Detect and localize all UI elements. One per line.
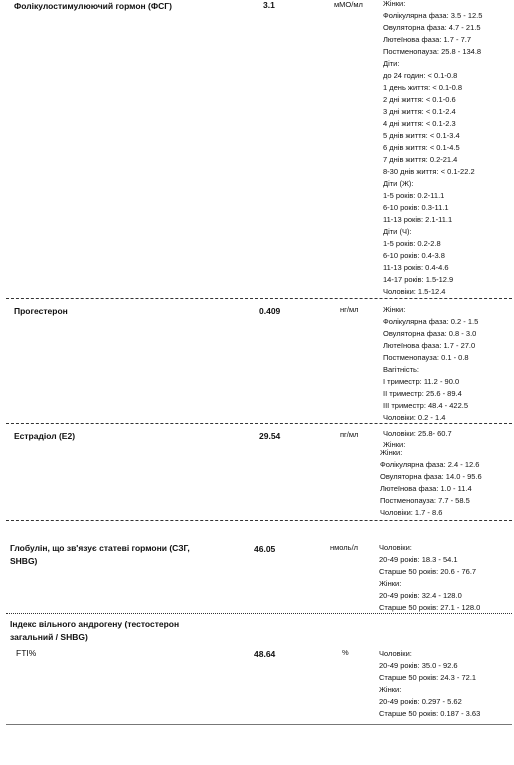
reference-line: Чоловіки: xyxy=(379,543,412,552)
reference-line: Чоловіки: 1.5-12.4 xyxy=(383,287,446,296)
reference-line: 5 днів життя: < 0.1-3.4 xyxy=(383,131,460,140)
row-separator xyxy=(6,423,512,424)
test-unit-progesterone: нг/мл xyxy=(340,305,359,314)
reference-line: Старше 50 років: 0.187 - 3.63 xyxy=(379,709,481,718)
reference-line: І триместр: 11.2 - 90.0 xyxy=(383,377,460,386)
reference-line: 11-13 років: 2.1-11.1 xyxy=(383,215,453,224)
reference-line: Старше 50 років: 24.3 - 72.1 xyxy=(379,673,477,682)
reference-line: 6 днів життя: < 0.1-4.5 xyxy=(383,143,460,152)
reference-line: Діти (Ж): xyxy=(383,179,414,188)
reference-line: Овуляторна фаза: 0.8 - 3.0 xyxy=(383,329,477,338)
reference-line: Жінки: xyxy=(380,448,403,457)
reference-line: Чоловіки: 0.2 - 1.4 xyxy=(383,413,446,422)
test-name-progesterone: Прогестерон xyxy=(14,306,68,316)
reference-line: Жінки: xyxy=(383,0,406,8)
reference-line: Жінки: xyxy=(383,440,406,449)
row-separator xyxy=(6,298,512,299)
reference-ranges-shbg xyxy=(379,542,480,614)
reference-line: 11-13 років: 0.4-4.6 xyxy=(383,263,449,272)
reference-line: Овуляторна фаза: 14.0 - 95.6 xyxy=(380,472,482,481)
reference-line: до 24 годин: < 0.1-0.8 xyxy=(383,71,458,80)
reference-line: 1-5 років: 0.2-11.1 xyxy=(383,191,445,200)
test-subname-fti: FTI% xyxy=(16,648,37,658)
reference-line: Постменопауза: 25.8 - 134.8 xyxy=(383,47,482,56)
reference-line: ІІІ триместр: 48.4 - 422.5 xyxy=(383,401,469,410)
reference-line: Жінки: xyxy=(383,305,406,314)
test-unit-fti: % xyxy=(342,648,349,657)
test-unit-fsh: мМО/мл xyxy=(334,0,363,9)
reference-line: 1-5 років: 0.2-2.8 xyxy=(383,239,441,248)
reference-line: 4 дні життя: < 0.1-2.3 xyxy=(383,119,456,128)
test-name-free-androgen-index: Індекс вільного андрогену (тестостерон загальний / SHBG) xyxy=(10,619,180,642)
reference-ranges-fsh xyxy=(383,0,482,298)
reference-line: Постменопауза: 7.7 - 58.5 xyxy=(380,496,470,505)
reference-line: Старше 50 років: 27.1 - 128.0 xyxy=(379,603,481,612)
reference-line: Фолікулярна фаза: 3.5 - 12.5 xyxy=(383,11,483,20)
reference-line: Діти: xyxy=(383,59,400,68)
reference-line: Лютеїнова фаза: 1.7 - 27.0 xyxy=(383,341,476,350)
reference-line: 6-10 років: 0.3-11.1 xyxy=(383,203,449,212)
reference-line: Чоловіки: 1.7 - 8.6 xyxy=(380,508,443,517)
test-name-shbg: Глобулін, що зв'язує статеві гормони (СЗГ, SHBG) xyxy=(10,543,190,566)
reference-line: Старше 50 років: 20.6 - 76.7 xyxy=(379,567,477,576)
reference-line: Діти (Ч): xyxy=(383,227,412,236)
reference-line: Вагітність: xyxy=(383,365,419,374)
test-value-progesterone: 0.409 xyxy=(259,306,281,316)
reference-line: Чоловіки: xyxy=(379,649,412,658)
test-name-fsh: Фолікулостимулюючий гормон (ФСГ) xyxy=(14,1,172,11)
reference-line: Жінки: xyxy=(379,685,402,694)
reference-line: ІІ триместр: 25.6 - 89.4 xyxy=(383,389,462,398)
reference-line: 1 день життя: < 0.1-0.8 xyxy=(383,83,463,92)
reference-line: 20-49 років: 32.4 - 128.0 xyxy=(379,591,462,600)
test-name-estradiol: Естрадіол (E2) xyxy=(14,431,76,441)
reference-line: 14-17 років: 1.5-12.9 xyxy=(383,275,454,284)
reference-ranges-fti xyxy=(379,648,480,720)
row-separator xyxy=(6,520,512,521)
test-value-shbg: 46.05 xyxy=(254,544,276,554)
reference-line: Жінки: xyxy=(379,579,402,588)
test-unit-estradiol: пг/мл xyxy=(340,430,359,439)
reference-line: 20-49 років: 0.297 - 5.62 xyxy=(379,697,462,706)
reference-line: Лютеїнова фаза: 1.0 - 11.4 xyxy=(380,484,472,493)
reference-line: 20-49 років: 18.3 - 54.1 xyxy=(379,555,458,564)
test-value-fsh: 3.1 xyxy=(263,0,275,10)
row-separator xyxy=(6,613,512,614)
reference-line: Фолікулярна фаза: 0.2 - 1.5 xyxy=(383,317,479,326)
reference-line: 2 дні життя: < 0.1-0.6 xyxy=(383,95,456,104)
table-end-line xyxy=(6,724,512,725)
reference-line: Фолікулярна фаза: 2.4 - 12.6 xyxy=(380,460,480,469)
test-value-estradiol: 29.54 xyxy=(259,431,281,441)
reference-line: Овуляторна фаза: 4.7 - 21.5 xyxy=(383,23,481,32)
reference-line: Лютеїнова фаза: 1.7 - 7.7 xyxy=(383,35,472,44)
test-unit-shbg: нмоль/л xyxy=(330,543,359,552)
reference-line: Постменопауза: 0.1 - 0.8 xyxy=(383,353,469,362)
reference-ranges-estradiol xyxy=(380,428,482,519)
reference-line: Чоловіки: 25.8- 60.7 xyxy=(383,429,452,438)
test-value-fti: 48.64 xyxy=(254,649,276,659)
reference-line: 20-49 років: 35.0 - 92.6 xyxy=(379,661,458,670)
reference-line: 3 дні життя: < 0.1-2.4 xyxy=(383,107,456,116)
reference-line: 8-30 днів життя: < 0.1-22.2 xyxy=(383,167,475,176)
reference-line: 6-10 років: 0.4-3.8 xyxy=(383,251,445,260)
reference-ranges-progesterone xyxy=(383,304,478,424)
reference-line: 7 днів життя: 0.2-21.4 xyxy=(383,155,458,164)
